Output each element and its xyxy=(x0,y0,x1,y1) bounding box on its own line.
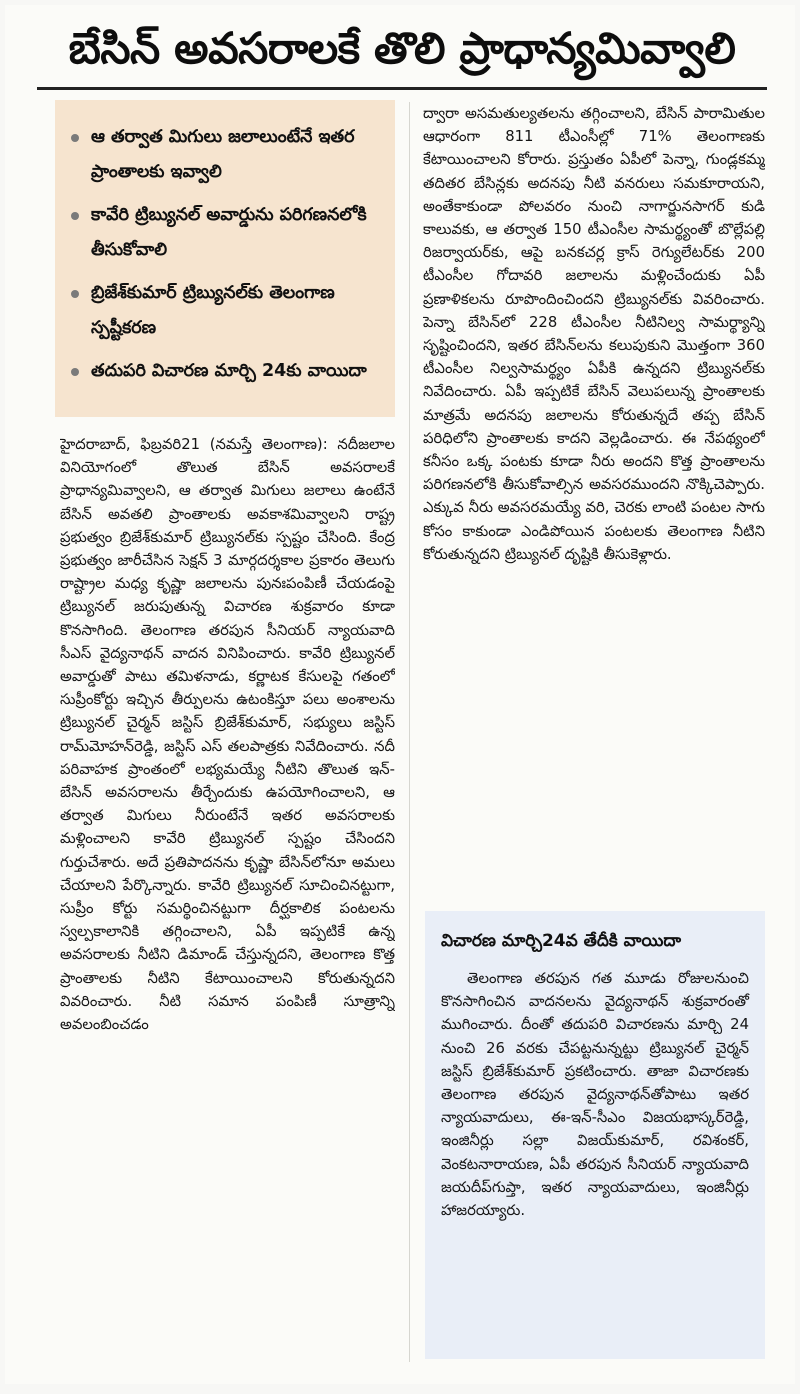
article-text-right: ద్వారా అసమతుల్యతలను తగ్గించాలని, బేసిన్ పారామితుల ఆధారంగా 811 టీఎంసీల్లో 71% తెలంగాణకు కేటాయించాలని కోరారు. ప్రస్తుతం ఏపీలో పెన్నా, గుండ్లకమ్మ తదితర బేసిన్లకు అదనపు నీటి వనరులు సమకూరాయని, అంతేకాకుండా పోలవరం నుంచి నాగార్జునసాగర్ కుడి కాలువకు, ఆ తర్వాత 150 టీఎంసీల సామర్థ్యంతో బొల్లేపల్లి రిజర్వాయర్‌కు, ఆపై బనకచర్ల క్రాస్ రెగ్యులేటర్‌కు 200 టీఎంసీల గోదావరి జలాలను మళ్లించేందుకు ఏపీ ప్రణాళికలను రూపొందించిందని ట్రిబ్యునల్‌కు వివరించారు. పెన్నా బేసిన్‌లో 228 టీఎంసీల నీటినిల్వ సామర్థ్యాన్ని సృష్టించిందని, ఇతర బేసిన్‌లను కలుపుకుని మొత్తంగా 360 టీఎంసీల నిల్వసామర్థ్యం ఏపీకి ఉన్నదని ట్రిబ్యునల్‌కు నివేదించారు. ఏపీ ఇప్పటికే బేసిన్ వెలుపలున్న ప్రాంతాలకు మాత్రమే అదనపు జలాలను కోరుతున్నదే తప్ప బేసిన్ పరిధిలోని ప్రాంతాలకు కాదని వెల్లడించారు. ఈ నేపథ్యంలో కనీసం ఒక్క పంటకు కూడా నీరు అందని కొత్త ప్రాంతాలను పరిగణనలోకి తీసుకోవాల్సిన అవసరముందని నొక్కిచెప్పారు. ఎక్కువ నీరు అవసరమయ్యే వరి, చెరకు లాంటి పంటల సాగు కోసం కాకుండా ఎండిపోయిన పంటలకు తెలంగాణ నీటిని కోరుతున్నదని ట్రిబ్యునల్ దృష్టికి తీసుకెళ్లారు. xyxy=(423,105,765,563)
highlight-item xyxy=(71,198,383,268)
highlights-box xyxy=(55,100,395,417)
highlight-text: బ్రిజేశ్‌కుమార్ ట్రిబ్యునల్‌కు తెలంగాణ స్పష్టీకరణ xyxy=(91,283,335,338)
highlight-text: ఆ తర్వాత మిగులు జలాలుంటేనే ఇతర ప్రాంతాలకు ఇవ్వాలి xyxy=(91,127,355,182)
highlight-item xyxy=(71,276,383,346)
highlight-item xyxy=(71,120,383,190)
bullet-icon xyxy=(71,134,79,142)
sidebar-box xyxy=(425,911,765,1359)
article-column-right xyxy=(423,102,765,892)
sidebar-body: తెలంగాణ తరపున గత మూడు రోజులనుంచి కొనసాగించిన వాదనలను వైద్యనాథన్ శుక్రవారంతో ముగించారు. దీంతో తదుపరి విచారణను మార్చి 24 నుంచి 26 వరకు చేపట్టనున్నట్టు ట్రిబ్యునల్ చైర్మన్ జస్టిస్ బ్రిజేశ్‌కుమార్ ప్రకటించారు. తాజా విచారణకు తెలంగాణ తరపున వైద్యనాథన్‌తోపాటు ఇతర న్యాయవాదులు, ఈ-ఇన్-సీఎం విజయభాస్కర్‌రెడ్డి, ఇంజినీర్లు సల్లా విజయ్‌కుమార్, రవిశంకర్, వెంకటనారాయణ, ఏపీ తరపున సీనియర్ న్యాయవాది జయదీప్‌గుప్తా, ఇతర న్యాయవాదులు, ఇంజినీర్లు హాజరయ్యారు. xyxy=(441,970,749,1220)
bullet-icon xyxy=(71,290,79,298)
article-column-left xyxy=(60,433,395,1383)
column-divider xyxy=(409,102,410,1362)
highlight-item xyxy=(71,354,383,389)
newspaper-clipping xyxy=(5,5,795,1384)
sidebar-title: విచారణ మార్చి24వ తేదీకి వాయిదా xyxy=(441,931,682,951)
headline: బేసిన్ అవసరాలకే తొలి ప్రాధాన్యమివ్వాలి xyxy=(68,24,736,74)
bullet-icon xyxy=(71,212,79,220)
headline-rule xyxy=(37,87,767,90)
article-text-left: హైదరాబాద్, ఫిబ్రవరి21 (నమస్తే తెలంగాణ): నదీజలాల వినియోగంలో తొలుత బేసిన్ అవసరాలకే ప్రాధాన్యమివ్వాలని, ఆ తర్వాత మిగులు జలాలు ఉంటేనే బేసిన్ అవతలి ప్రాంతాలకు అవకాశమివ్వాలని రాష్ట్ర ప్రభుత్వం బ్రిజేశ్‌కుమార్ ట్రిబ్యునల్‌కు స్పష్టం చేసింది. కేంద్ర ప్రభుత్వం జారీచేసిన సెక్షన్ 3 మార్గదర్శకాల ప్రకారం తెలుగు రాష్ట్రాల మధ్య కృష్ణా జలాలను పునఃపంపిణీ చేయడంపై ట్రిబ్యునల్ జరుపుతున్న విచారణ శుక్రవారం కూడా కొనసాగింది. తెలంగాణ తరపున సీనియర్ న్యాయవాది సీఎస్ వైద్యనాథన్ వాదన వినిపించారు. కావేరి ట్రిబ్యునల్ అవార్డుతో పాటు తమిళనాడు, కర్ణాటక కేసులపై గతంలో సుప్రీంకోర్టు ఇచ్చిన తీర్పులను ఉటంకిస్తూ పలు అంశాలను ట్రిబ్యునల్ చైర్మన్ జస్టిస్ బ్రిజేశ్‌కుమార్, సభ్యులు జస్టిస్ రామ్‌మోహన్‌రెడ్డి, జస్టిస్ ఎస్ తలపాత్రకు నివేదించారు. నదీ పరివాహక ప్రాంతంలో లభ్యమయ్యే నీటిని తొలుత ఇన్-బేసిన్ అవసరాలను తీర్చేందుకు ఉపయోగించాలని, ఆ తర్వాత మిగులు నీరుంటేనే ఇతర అవసరాలకు మళ్లించాలని కావేరి ట్రిబ్యునల్ స్పష్టం చేసిందని గుర్తుచేశారు. అదే ప్రతిపాదనను కృష్ణా బేసిన్‌లోనూ అమలు చేయాలని పేర్కొన్నారు. కావేరి ట్రిబ్యునల్ సూచించినట్టుగా, సుప్రీం కోర్టు సమర్థించినట్టుగా దీర్ఘకాలిక పంటలను స్వల్పకాలానికి తగ్గించాలని, ఏపీ ఇప్పటికే ఉన్న అవసరాలకు నీటిని డిమాండ్ చేస్తున్నదని, తెలంగాణ కొత్త ప్రాంతాలకు నీటిని కేటాయించాలని కోరుతున్నదని వివరించారు. నీటి సమాన పంపిణీ సూత్రాన్ని అవలంబించడం xyxy=(60,436,395,1034)
bullet-icon xyxy=(71,368,79,376)
highlight-text: కావేరి ట్రిబ్యునల్ అవార్డును పరిగణనలోకి తీసుకోవాలి xyxy=(91,205,367,260)
highlight-text: తదుపరి విచారణ మార్చి 24కు వాయిదా xyxy=(91,361,367,381)
